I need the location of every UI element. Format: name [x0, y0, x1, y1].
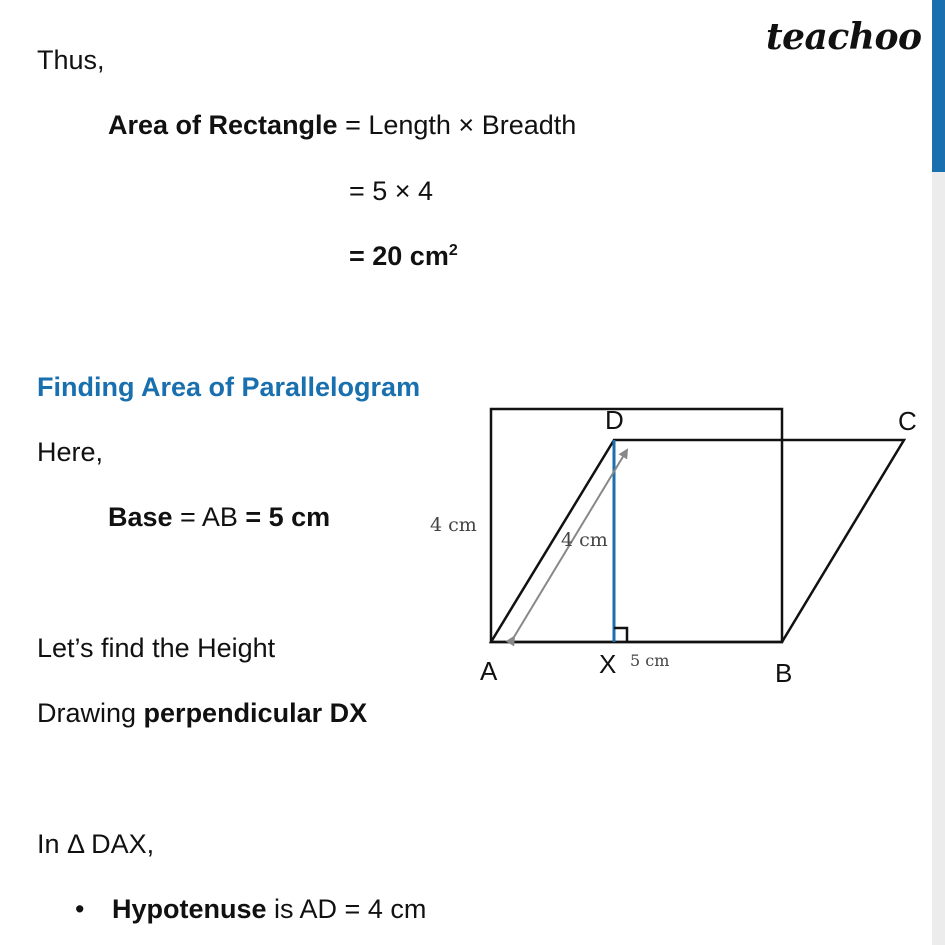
hypotenuse-label: Hypotenuse	[112, 894, 267, 924]
point-a-label: A	[480, 656, 498, 686]
in-triangle-text: In Δ DAX,	[37, 829, 155, 859]
point-x-label: X	[599, 649, 617, 679]
area-result-exponent: 2	[448, 242, 458, 259]
point-b-label: B	[775, 658, 793, 688]
parallelogram-shape	[491, 440, 904, 642]
area-result: = 20 cm	[349, 241, 449, 271]
here-text: Here,	[37, 437, 104, 467]
point-d-label: D	[605, 405, 624, 435]
point-c-label: C	[898, 406, 917, 436]
rectangle-shape	[491, 409, 782, 642]
base-length-label: 5 cm	[630, 651, 670, 670]
calc-step-1: = 5 × 4	[349, 176, 434, 206]
thus-text: Thus,	[37, 45, 105, 75]
area-rectangle-label: Area of Rectangle	[108, 110, 338, 140]
base-label: Base	[108, 502, 173, 532]
teachoo-logo: teachoo	[766, 16, 922, 58]
rect-side-label: 4 cm	[430, 514, 477, 536]
bullet-marker: •	[75, 894, 85, 924]
base-value: = 5 cm	[245, 502, 331, 532]
find-height-text: Let’s find the Height	[37, 633, 276, 663]
hypotenuse-rest: is AD = 4 cm	[266, 894, 427, 924]
area-rectangle-formula: = Length × Breadth	[337, 110, 577, 140]
right-angle-marker	[614, 628, 627, 642]
base-mid: = AB	[172, 502, 246, 532]
slant-length-label: 4 cm	[561, 529, 608, 551]
section-heading: Finding Area of Parallelogram	[37, 372, 421, 402]
drawing-prefix: Drawing	[37, 698, 144, 728]
drawing-bold: perpendicular DX	[143, 698, 368, 728]
